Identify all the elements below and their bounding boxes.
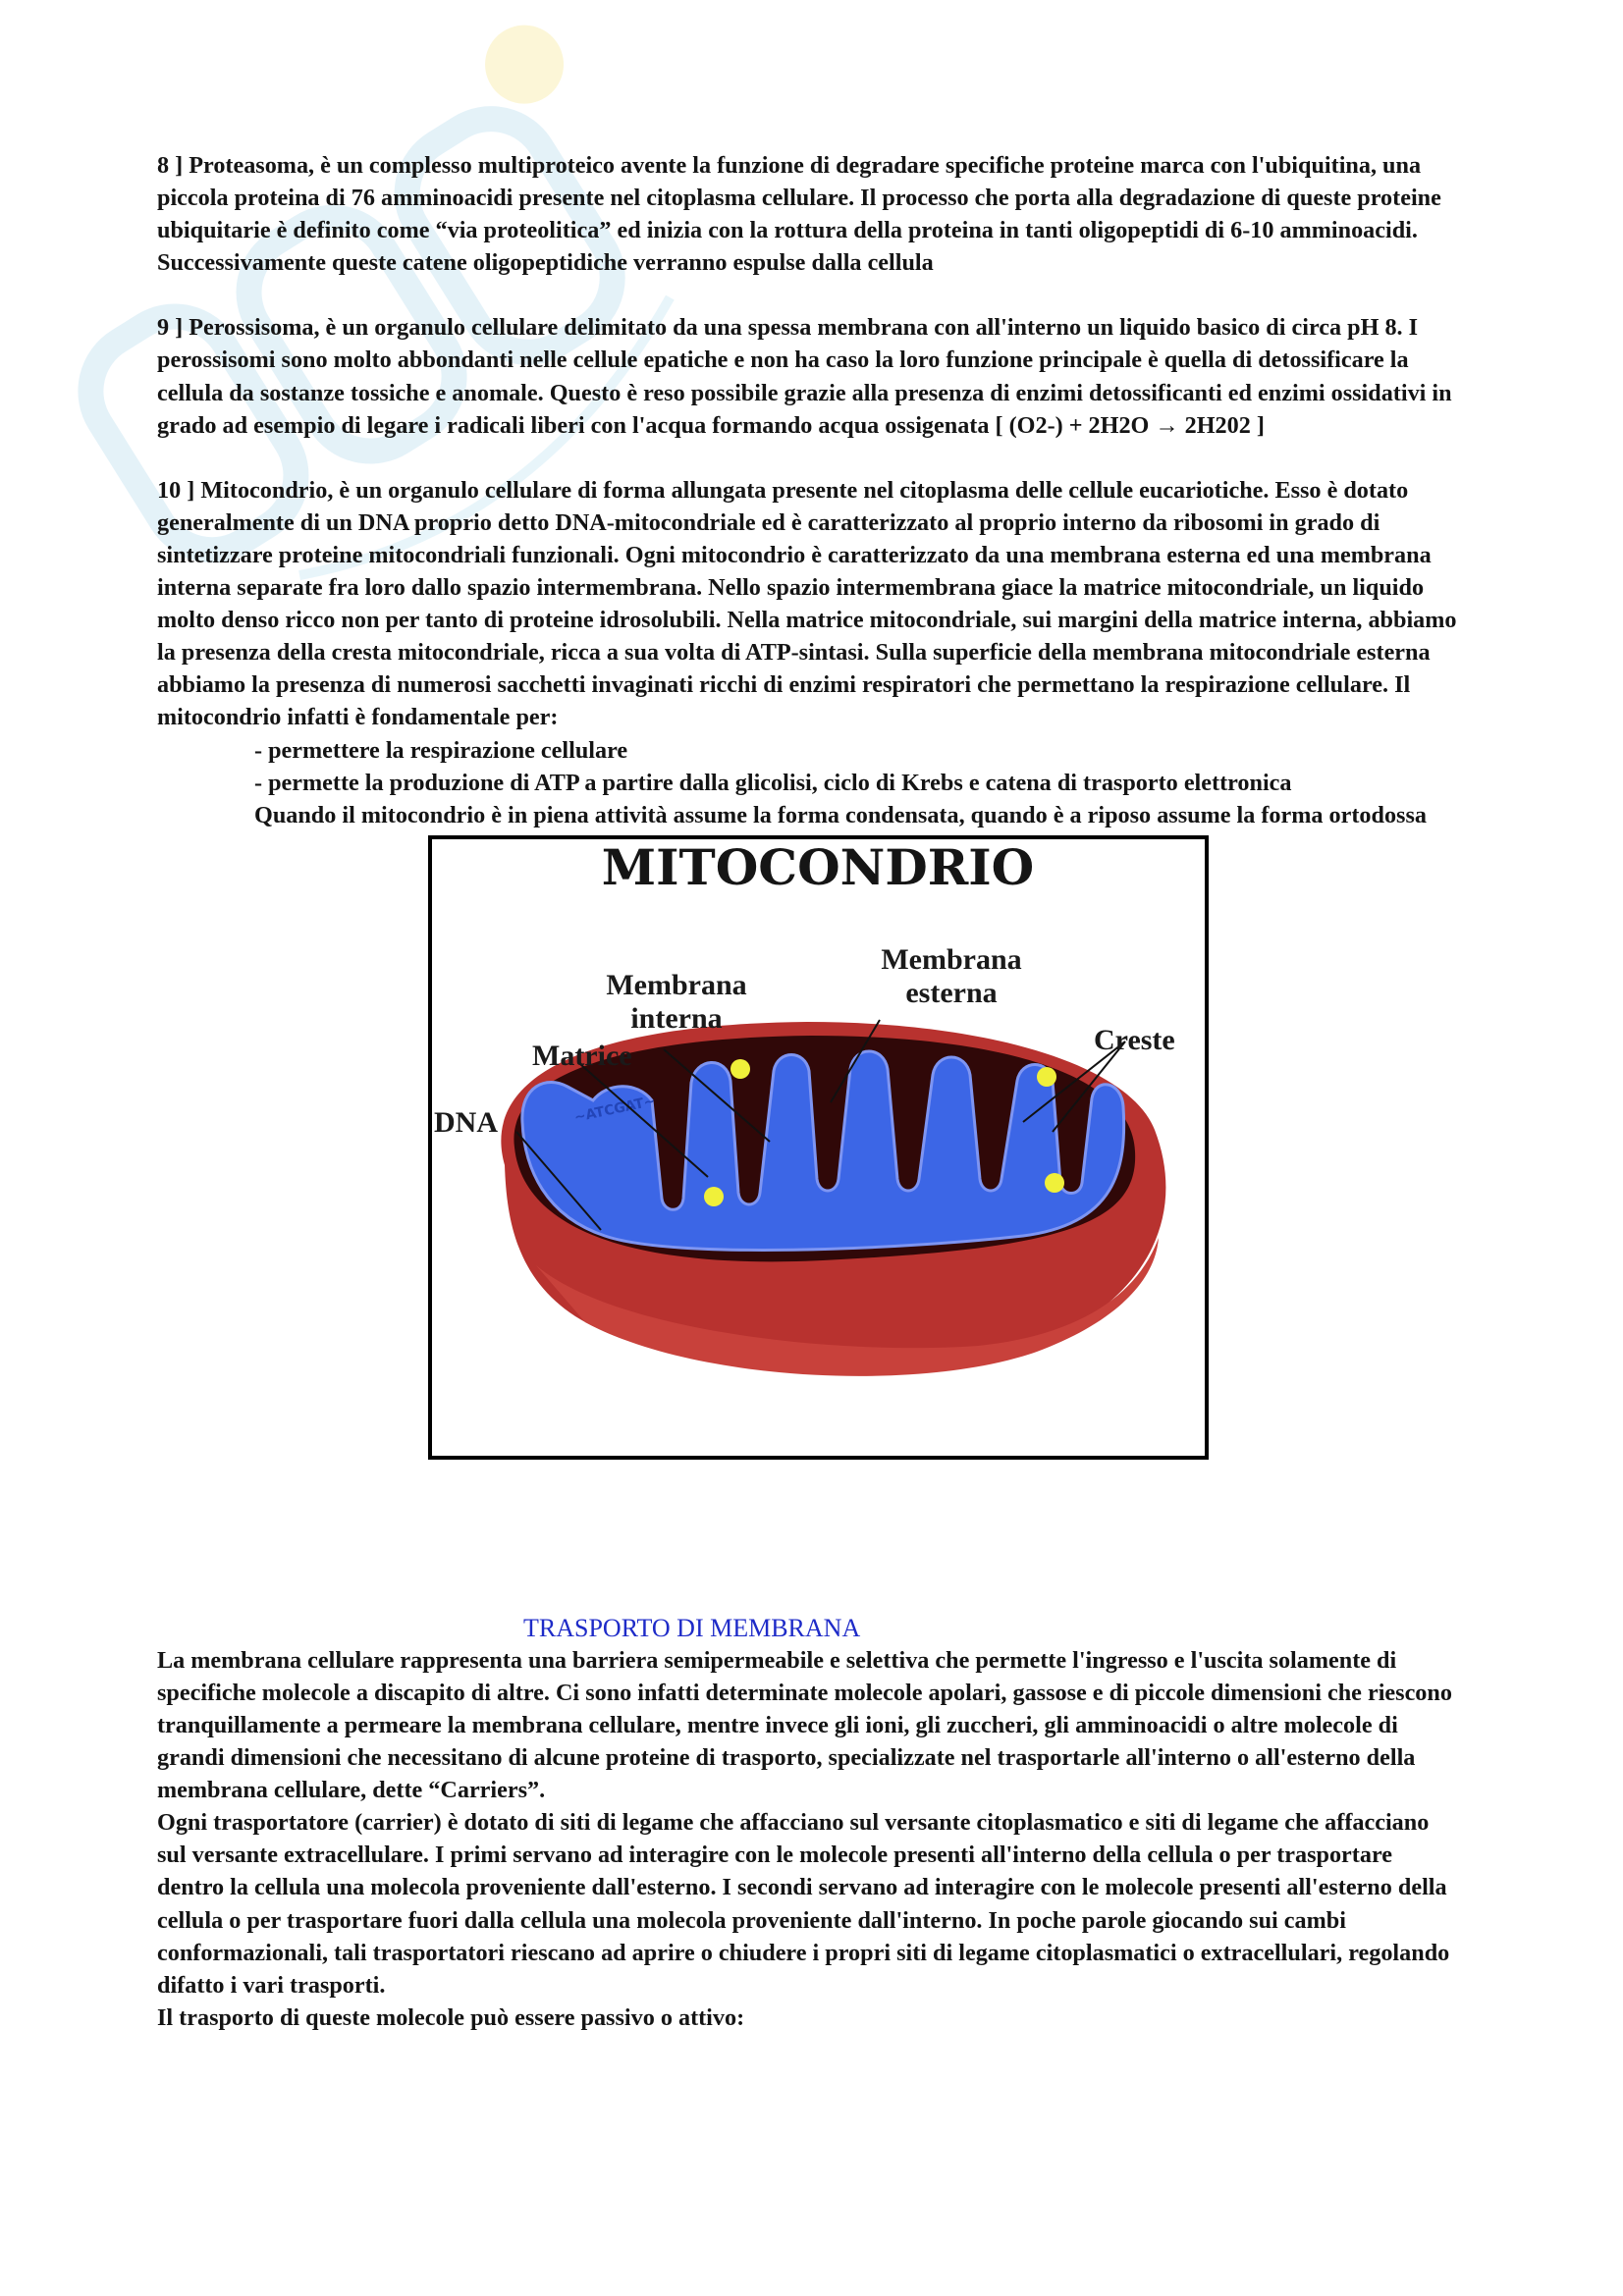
bullet-respirazione: - permettere la respirazione cellulare	[254, 736, 628, 764]
paragraph-proteasoma: 8 ] Proteasoma, è un complesso multiproteico avente la funzione di degradare specifiche proteine marca con l'ubiquitina, una piccola proteina di 76 amminoacidi presente nel citoplasma cellulare. Il processo che porta alla degradazione di queste proteine ubiquitarie è definito come “via proteolitica” ed inizia con la rottura della proteina in tanti oligopeptidi di 6-10 amminoacidi. Successivamente queste catene oligopeptidiche verranno espulse dalla cellula	[157, 152, 1441, 277]
dna-dot-1	[730, 1059, 750, 1079]
mitochondrion-diagram	[428, 835, 1209, 1460]
label-matrice: Matrice	[532, 1039, 632, 1072]
label-membrana-esterna-2: esterna	[905, 976, 998, 1009]
paragraph-trasporto-3: Il trasporto di queste molecole può essere passivo o attivo:	[157, 2003, 745, 2031]
paragraph-forma: Quando il mitocondrio è in piena attività assume la forma condensata, quando è a riposo assume la forma ortodossa	[254, 801, 1427, 828]
dna-dot-2	[704, 1187, 724, 1206]
label-membrana-interna-1: Membrana	[606, 968, 747, 1001]
label-membrana-interna-2: interna	[630, 1001, 723, 1035]
label-dna: DNA	[434, 1105, 498, 1139]
dna-dot-3	[1037, 1067, 1056, 1087]
figure-title: MITOCONDRIO	[601, 837, 1035, 896]
mitochondrion-figure	[428, 835, 1209, 1460]
document-page	[157, 149, 1463, 2034]
paragraph-trasporto-1: La membrana cellulare rappresenta una barriera semipermeabile e selettiva che permette l'ingresso e l'uscita solamente di specifiche molecole a discapito di altre. Ci sono infatti determinate molecole apolari, gassose e di piccole dimensioni che riescono tranquillamente a permeare la membrana cellulare, mentre invece gli ioni, gli zuccheri, gli amminoacidi o altre molecole di grandi dimensioni che necessitano di alcune proteine di trasporto, specializzate nel trasportarle all'interno o all'esterno della membrana cellulare, dette “Carriers”.	[157, 1646, 1452, 1804]
paragraph-mitocondrio: 10 ] Mitocondrio, è un organulo cellulare di forma allungata presente nel citoplasma delle cellule eucariotiche. Esso è dotato generalmente di un DNA proprio detto DNA-mitocondriale ed è caratterizzato al proprio interno da ribosomi in grado di sintetizzare proteine mitocondriali funzionali. Ogni mitocondrio è caratterizzato da una membrana esterna ed una membrana interna separate fra loro dallo spazio intermembrana. Nello spazio intermembrana giace la matrice mitocondriale, un liquido molto denso ricco non per tanto di proteine idrosolubili. Nella matrice mitocondriale, sui margini della matrice interna, abbiamo la presenza della cresta mitocondriale, ricca a sua volta di ATP-sintasi. Sulla superficie della membrana mitocondriale esterna abbiamo la presenza di numerosi sacchetti invaginati ricchi di enzimi respiratori che permettano la respirazione cellulare. Il mitocondrio infatti è fondamentale per:	[157, 476, 1457, 731]
paragraph-trasporto-2: Ogni trasportatore (carrier) è dotato di siti di legame che affacciano sul versante citoplasmatico e siti di legame che affacciano sul versante extracellulare. I primi servano ad interagire con le molecole presenti all'interno della cellula o per trasportare dentro la cellula una molecola proveniente dall'esterno. I secondi servano ad interagire con le molecole presenti all'esterno della cellula o per trasportare fuori dalla cellula una molecola proveniente dall'interno. In poche parole giocando sui cambi conformazionali, tali trasportatori riescano ad aprire o chiudere i propri siti di legame citoplasmatici o extracellulari, regolando difatto i vari trasporti.	[157, 1809, 1450, 1999]
label-membrana-esterna-1: Membrana	[881, 942, 1022, 976]
paragraph-perossisoma: 9 ] Perossisoma, è un organulo cellulare delimitato da una spessa membrana con all'interno un liquido basico di circa pH 8. I perossisomi sono molto abbondanti nelle cellule epatiche e non ha caso la loro funzione principale è quella di detossificare la cellula da sostanze tossiche e anomale. Questo è reso possibile grazie alla presenza di enzimi detossificanti ed enzimi ossidativi in grado ad esempio di legare i radicali liberi con l'acqua formando acqua ossigenata [ (O2-) + 2H2O → 2H202 ]	[157, 314, 1452, 439]
label-creste: Creste	[1094, 1023, 1175, 1056]
bullet-atp: - permette la produzione di ATP a partire dalla glicolisi, ciclo di Krebs e catena di trasporto elettronica	[254, 769, 1292, 796]
dna-dot-4	[1045, 1173, 1064, 1193]
section-title-trasporto: TRASPORTO DI MEMBRANA	[523, 1613, 861, 1642]
dna-strand-mark: ~ATCGAT~	[572, 1093, 657, 1126]
